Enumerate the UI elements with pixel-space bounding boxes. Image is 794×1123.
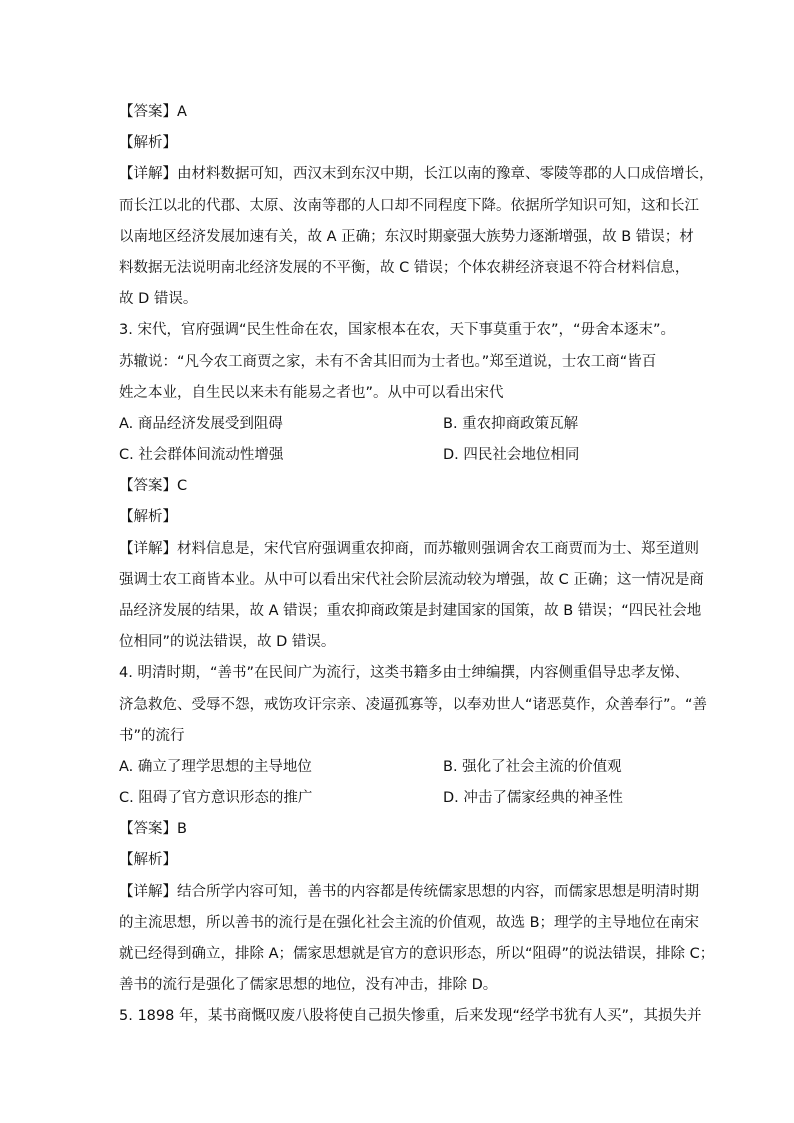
analysis-heading-q4: 【解析】 — [119, 852, 177, 868]
question-4-stem: 济急救危、受辱不怨，戒饬攻讦宗亲、凌逼孤寡等，以奉劝世人“诸恶莫作，众善奉行”。“善 — [119, 697, 708, 713]
detail-line: 而长江以北的代郡、太原、汝南等郡的人口却不同程度下降。依据所学知识可知，这和长江 — [119, 198, 699, 214]
detail-line: 以南地区经济发展加速有关，故 A 正确；东汉时期豪强大族势力逐渐增强，故 B 错误；材 — [119, 229, 694, 245]
detail-line: 强调士农工商皆本业。从中可以看出宋代社会阶层流动较为增强，故 C 正确；这一情况是商 — [119, 572, 704, 588]
q4-option-d: D. 冲击了儒家经典的神圣性 — [443, 790, 623, 806]
detail-line: 【详解】材料信息是，宋代官府强调重农抑商，而苏辙则强调舍农工商贾而为士、郑至道则 — [119, 541, 699, 557]
answer-line-q3: 【答案】C — [119, 478, 188, 494]
detail-line: 位相同”的说法错误，故 D 错误。 — [119, 634, 336, 650]
detail-line: 品经济发展的结果，故 A 错误；重农抑商政策是封建国家的国策，故 B 错误；“四民社会地 — [119, 603, 702, 619]
detail-line: 就已经得到确立，排除 A；儒家思想就是官方的意识形态，所以“阻碍”的说法错误，排除 C； — [119, 946, 715, 962]
detail-line: 【详解】由材料数据可知，西汉末到东汉中期，长江以南的豫章、零陵等郡的人口成倍增长， — [119, 166, 714, 182]
question-4-stem: 书”的流行 — [119, 728, 185, 744]
question-3-stem: 苏辙说：“凡今农工商贾之家，未有不舍其旧而为士者也。”郑至道说，士农工商“皆百 — [119, 354, 657, 370]
question-3-stem: 3. 宋代，官府强调“民生性命在农，国家根本在农，天下事莫重于农”，“毋舍本逐末”。 — [119, 322, 675, 338]
question-3-stem: 姓之本业，自生民以来未有能易之者也”。从中可以看出宋代 — [119, 385, 504, 401]
analysis-heading-q3: 【解析】 — [119, 509, 177, 525]
question-5-stem: 5. 1898 年，某书商慨叹废八股将使自己损失惨重，后来发现“经学书犹有人买”，其损失并 — [119, 1008, 702, 1024]
q3-option-c: C. 社会群体间流动性增强 — [119, 447, 284, 463]
q4-option-a: A. 确立了理学思想的主导地位 — [119, 759, 312, 775]
q4-option-b: B. 强化了社会主流的价值观 — [443, 759, 622, 775]
q4-option-c: C. 阻碍了官方意识形态的推广 — [119, 790, 313, 806]
detail-line: 料数据无法说明南北经济发展的不平衡，故 C 错误；个体农耕经济衰退不符合材料信息， — [119, 260, 690, 276]
detail-line: 【详解】结合所学内容可知，善书的内容都是传统儒家思想的内容，而儒家思想是明清时期 — [119, 884, 699, 900]
detail-line: 故 D 错误。 — [119, 291, 198, 307]
detail-line: 善书的流行是强化了儒家思想的地位，没有冲击，排除 D。 — [119, 977, 498, 993]
q3-option-b: B. 重农抑商政策瓦解 — [443, 416, 579, 432]
q3-option-d: D. 四民社会地位相同 — [443, 447, 580, 463]
analysis-heading-q2: 【解析】 — [119, 135, 177, 151]
question-4-stem: 4. 明清时期，“善书”在民间广为流行，这类书籍多由士绅编撰，内容侧重倡导忠孝友悌、 — [119, 665, 689, 681]
q3-option-a: A. 商品经济发展受到阻碍 — [119, 416, 283, 432]
answer-line-q4: 【答案】B — [119, 821, 187, 837]
answer-line-q2: 【答案】A — [119, 104, 187, 120]
detail-line: 的主流思想，所以善书的流行是在强化社会主流的价值观，故选 B；理学的主导地位在南宋 — [119, 915, 700, 931]
